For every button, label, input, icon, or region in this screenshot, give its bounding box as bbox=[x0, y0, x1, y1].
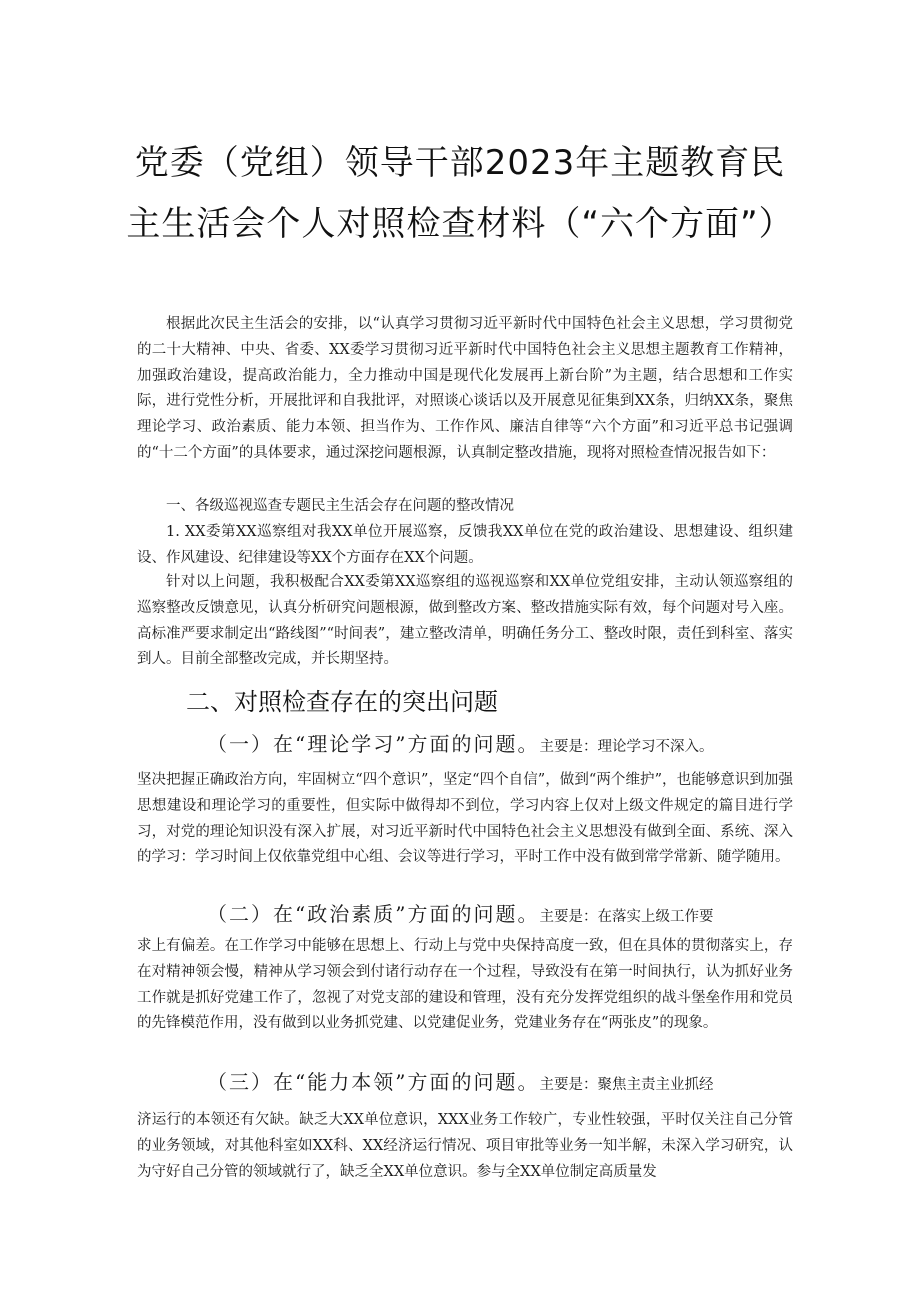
section-2-heading: 二、对照检查存在的突出问题 bbox=[186, 688, 498, 716]
section-1-paragraph-2 bbox=[137, 570, 793, 673]
subsection-3-heading: （三）在“能力本领”方面的问题。 bbox=[207, 1070, 540, 1094]
subsection-3-body-text: 济运行的本领还有欠缺。缺乏大XX单位意识，XXX业务工作较广，专业性较强，平时仅关注自己分管的业务领域，对其他科室如XX科、XX经济运行情况、项目审批等业务一知半解，未深入学习研究，认为守好自己分管的领域就行了，缺乏全XX单位意识。参与全XX单位制定高质量发 bbox=[137, 1112, 793, 1180]
subsection-2-body-text: 求上有偏差。在工作学习中能够在思想上、行动上与党中央保持高度一致，但在具体的贯彻落实上，存在对精神领会慢，精神从学习领会到付诸行动存在一个过程，导致没有在第一时间执行，认为抓好业务工作就是抓好党建工作了，忽视了对党支部的建设和管理，没有充分发挥党组织的战斗堡垒作用和党员的先锋模范作用，没有做到以业务抓党建、以党建促业务，党建业务存在“两张皮”的现象。 bbox=[137, 938, 793, 1032]
intro-text: 根据此次民主生活会的安排，以“认真学习贯彻习近平新时代中国特色社会主义思想，学习贯彻党的二十大精神、中央、省委、XX委学习贯彻习近平新时代中国特色社会主义思想主题教育工作精神，加强政治建设，提高政治能力，全力推动中国是现代化发展再上新台阶”为主题，结合思想和工作实际，进行党性分析，开展批评和自我批评，对照谈心谈话以及开展意见征集到XX条，归纳XX条，聚焦理论学习、政治素质、能力本领、担当作为、工作作风、廉洁自律等“六个方面”和习近平总书记强调的“十二个方面”的具体要求，通过深挖问题根源，认真制定整改措施，现将对照检查情况报告如下： bbox=[137, 316, 793, 461]
intro-paragraph bbox=[137, 312, 793, 467]
subsection-1-heading-line bbox=[137, 726, 793, 765]
subsection-1-body-text: 坚决把握正确政治方向，牢固树立“四个意识”，坚定“四个自信”，做到“两个维护”，也能够意识到加强思想建设和理论学习的重要性，但实际中做得却不到位，学习内容上仅对上级文件规定的篇目进行学习，对党的理论知识没有深入扩展，对习近平新时代中国特色社会主义思想没有做到全面、系统、深入的学习：学习时间上仅依靠党组中心组、会议等进行学习，平时工作中没有做到常学常新、随学随用。 bbox=[137, 772, 793, 866]
subsection-2-lead: 主要是：在落实上级工作要 bbox=[539, 909, 714, 925]
subsection-3-body bbox=[137, 1108, 793, 1185]
document-title-line-1: 党委（党组）领导干部2023年主题教育民 bbox=[134, 143, 786, 183]
section-1-heading: 一、各级巡视巡查专题民主生活会存在问题的整改情况 bbox=[166, 498, 514, 514]
subsection-1-body bbox=[137, 768, 793, 871]
subsection-3-lead: 主要是：聚焦主责主业抓经 bbox=[539, 1077, 714, 1093]
subsection-1-heading: （一）在“理论学习”方面的问题。 bbox=[207, 732, 540, 756]
section-1-item-1: 1. XX委第XX巡察组对我XX单位开展巡察，反馈我XX单位在党的政治建设、思想建设、组织建设、作风建设、纪律建设等XX个方面存在XX个问题。 bbox=[137, 523, 793, 566]
subsection-1-lead: 主要是：理论学习不深入。 bbox=[539, 739, 714, 755]
section-1 bbox=[137, 494, 793, 571]
subsection-3-heading-line bbox=[137, 1064, 793, 1103]
subsection-2-heading: （二）在“政治素质”方面的问题。 bbox=[207, 902, 540, 926]
subsection-2-body bbox=[137, 934, 793, 1037]
document-title-line-2: 主生活会个人对照检查材料（“六个方面”） bbox=[126, 204, 794, 244]
section-1-paragraph-2-text: 针对以上问题，我积极配合XX委第XX巡察组的巡视巡察和XX单位党组安排，主动认领巡察组的巡察整改反馈意见，认真分析研究问题根源，做到整改方案、整改措施实际有效，每个问题对号入座。高标准严要求制定出“路线图”“时间表”，建立整改清单，明确任务分工、整改时限，责任到科室、落实到人。目前全部整改完成，并长期坚持。 bbox=[137, 574, 793, 668]
subsection-2-heading-line bbox=[137, 896, 793, 935]
